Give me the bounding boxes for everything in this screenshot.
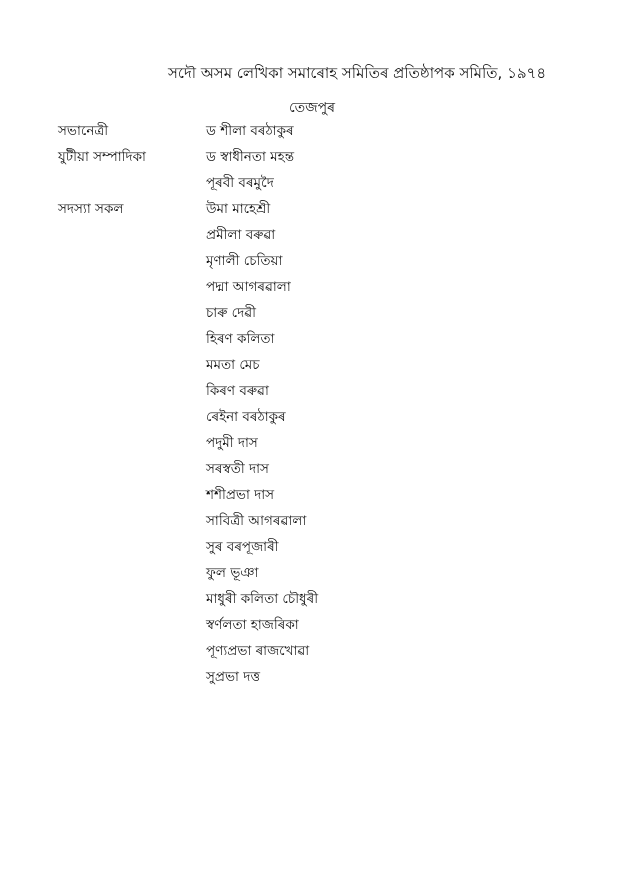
member-name: সাবিত্ৰী আগৰৱালা — [206, 513, 307, 529]
member-name: প্ৰমীলা বৰুৱা — [206, 227, 276, 243]
member-name: ৰেইনা বৰঠাকুৰ — [206, 409, 286, 425]
member-role: যুটীয়া সম্পাদিকা — [58, 149, 146, 165]
member-name: পূণ্যপ্ৰভা ৰাজখোৱা — [206, 643, 310, 659]
member-role: সভানেত্ৰী — [58, 123, 109, 139]
member-name: মৃণালী চেতিয়া — [206, 253, 283, 269]
member-name: পদুমী দাস — [206, 435, 258, 451]
member-name: শশীপ্ৰভা দাস — [206, 487, 275, 503]
member-name: সুপ্ৰভা দত্ত — [206, 669, 261, 685]
member-name: কিৰণ বৰুৱা — [206, 383, 269, 399]
member-name: পূৰবী বৰমুদৈ — [206, 175, 274, 191]
member-name: উমা মাহেশ্ৰী — [206, 201, 271, 217]
member-name: মাধুৰী কলিতা চৌধুৰী — [206, 591, 319, 607]
document-title: সদৌ অসম লেখিকা সমাৰোহ সমিতিৰ প্ৰতিষ্ঠাপক সমিতি, ১৯৭৪ — [167, 64, 547, 82]
member-name: স্বৰ্ণলতা হাজৰিকা — [206, 617, 299, 633]
member-role: সদস্যা সকল — [58, 201, 124, 217]
member-name: মমতা মেচ — [206, 357, 260, 373]
member-name: সৰস্বতী দাস — [206, 461, 269, 477]
member-name: হিৰণ কলিতা — [206, 331, 275, 347]
member-name: ফুল ভূঞা — [206, 565, 259, 581]
member-name: চাৰু দেৱী — [206, 305, 256, 321]
member-name: সুৰ বৰপূজাৰী — [206, 539, 279, 555]
document-place: তেজপুৰ — [288, 100, 336, 116]
member-name: ড শীলা বৰঠাকুৰ — [206, 123, 294, 139]
member-name: পদ্মা আগৰৱালা — [206, 279, 291, 295]
member-name: ড স্বাধীনতা মহন্ত — [206, 149, 295, 165]
